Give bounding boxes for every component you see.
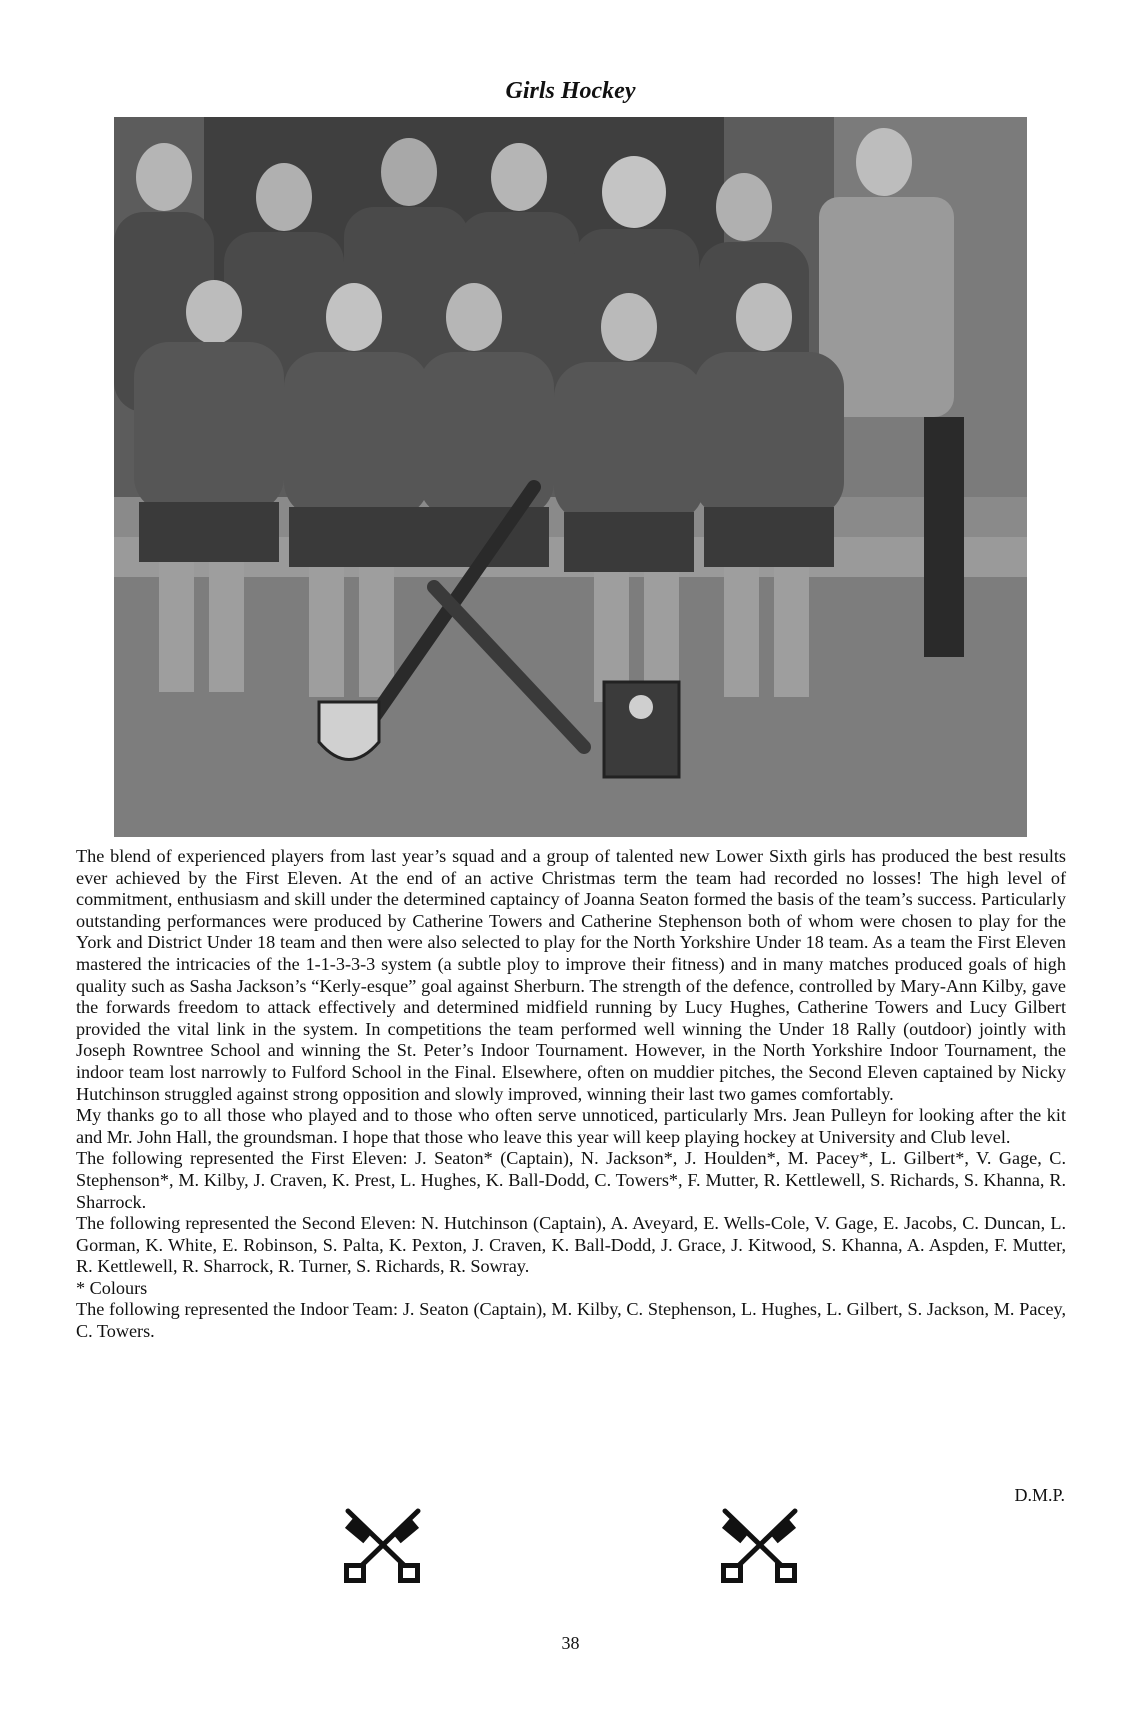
paragraph-first-eleven: The following represented the First Eleven: J. Seaton* (Captain), N. Jackson*, J. Houlden*, M. Pacey*, L. Gilbert*, V. Gage, C. Stephenson*, M. Kilby, J. Craven, K. Prest, L. Hughes, K. Ball-Dodd, C. Towers*, F. Mutter, R. Kettlewell, S. Richards, S. Khanna, R. Sharrock.	[76, 1148, 1066, 1212]
paragraph-colours-note: * Colours	[76, 1277, 148, 1298]
crossed-keys-icon	[338, 1505, 428, 1585]
paragraph-indoor-team: The following represented the Indoor Team: J. Seaton (Captain), M. Kilby, C. Stephenson, L. Hughes, L. Gilbert, S. Jackson, M. Pacey, C. Towers.	[76, 1299, 1066, 1342]
paragraph-intro: The blend of experienced players from last year’s squad and a group of talented new Lower Sixth girls has produced the best results ever achieved by the First Eleven. At the end of an active Christmas term the team had recorded no losses! The high level of commitment, enthusiasm and skill under the determined captaincy of Joanna Seaton formed the basis of the team’s success. Particularly outstanding performances were produced by Catherine Towers and Catherine Stephenson both of whom were chosen to play for the York and District Under 18 team and then were also selected to play for the North Yorkshire Under 18 team. As a team the First Eleven mastered the intricacies of the 1-1-3-3-3 system (a subtle ploy to improve their fitness) and in many matches produced goals of high quality such as Sasha Jackson’s “Kerly-esque” goal against Sherburn. The strength of the defence, controlled by Mary-Ann Kilby, gave the forwards freedom to attack effectively and determined midfield running by Lucy Hughes, Catherine Towers and Lucy Gilbert provided the vital link in the system. In competitions the team performed well winning the Under 18 Rally (outdoor) jointly with Joseph Rowntree School and winning the St. Peter’s Indoor Tournament. However, in the North Yorkshire Indoor Tournament, the indoor team lost narrowly to Fulford School in the Final. Elsewhere, often on muddier pitches, the Second Eleven captained by Nicky Hutchinson struggled against strong opposition and slowly improved, winning their last two games comfortably.	[76, 846, 1066, 1104]
team-photo-illustration	[114, 117, 1027, 837]
page-number: 38	[561, 1633, 580, 1653]
paragraph-second-eleven: The following represented the Second Eleven: N. Hutchinson (Captain), A. Aveyard, E. Wells-Cole, V. Gage, E. Jacobs, C. Duncan, L. Gorman, K. White, E. Robinson, S. Palta, K. Pexton, J. Craven, K. Ball-Dodd, J. Grace, J. Kitwood, S. Khanna, A. Aspden, F. Mutter, R. Kettlewell, R. Sharrock, R. Turner, S. Richards, R. Sowray.	[76, 1213, 1066, 1277]
article-body	[76, 846, 1066, 1343]
author-signature: D.M.P.	[1014, 1485, 1065, 1505]
paragraph-thanks: My thanks go to all those who played and to those who often serve unnoticed, particularly Mrs. Jean Pulleyn for looking after the kit and Mr. John Hall, the groundsman. I hope that those who leave this year will keep playing hockey at University and Club level.	[76, 1105, 1066, 1147]
team-photo	[114, 117, 1027, 837]
crossed-keys-icon	[715, 1505, 805, 1585]
page-title: Girls Hockey	[505, 78, 636, 104]
